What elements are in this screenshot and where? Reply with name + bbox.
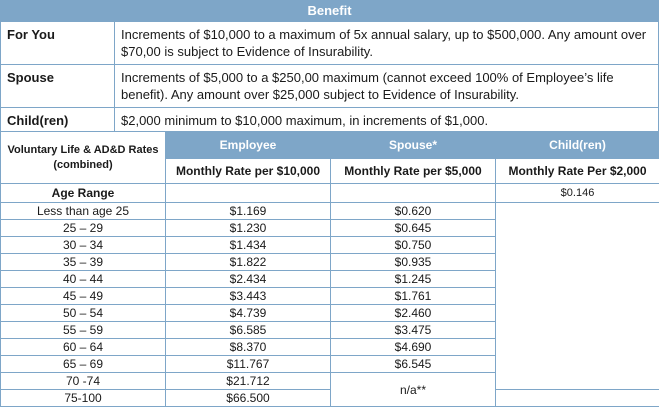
empty-cell xyxy=(331,184,496,203)
table-row xyxy=(1,220,659,237)
rates-corner-label: Voluntary Life & AD&D Rates (combined) xyxy=(1,132,166,184)
table-row xyxy=(1,322,659,339)
spouse-rate: $6.545 xyxy=(331,356,496,373)
employee-rate: $1.169 xyxy=(166,203,331,220)
age-cell: 75-100 xyxy=(1,390,166,407)
table-row xyxy=(1,288,659,305)
spouse-rate: $0.620 xyxy=(331,203,496,220)
age-cell: Less than age 25 xyxy=(1,203,166,220)
age-range-label: Age Range xyxy=(1,184,166,203)
subheader-employee: Monthly Rate per $10,000 xyxy=(166,159,331,184)
table-row xyxy=(1,356,659,373)
age-cell: 30 – 34 xyxy=(1,237,166,254)
subheader-children: Monthly Rate Per $2,000 xyxy=(496,159,659,184)
spouse-rate: $0.750 xyxy=(331,237,496,254)
info-row-spouse xyxy=(1,65,659,108)
benefit-header: Benefit xyxy=(0,0,659,21)
age-cell: 45 – 49 xyxy=(1,288,166,305)
table-row xyxy=(1,271,659,288)
rates-table xyxy=(0,131,659,407)
info-text-children: $2,000 minimum to $10,000 maximum, in increments of $1,000. xyxy=(115,108,659,134)
col-header-spouse: Spouse* xyxy=(331,132,496,159)
employee-rate: $6.585 xyxy=(166,322,331,339)
age-range-header-row xyxy=(1,184,659,203)
rates-column-headers xyxy=(1,132,659,159)
info-label-children: Child(ren) xyxy=(1,108,115,134)
col-header-employee: Employee xyxy=(166,132,331,159)
table-row xyxy=(1,254,659,271)
info-row-children xyxy=(1,108,659,134)
table-row xyxy=(1,203,659,220)
table-row xyxy=(1,339,659,356)
employee-rate: $66.500 xyxy=(166,390,331,407)
spouse-rate: $4.690 xyxy=(331,339,496,356)
employee-rate: $1.230 xyxy=(166,220,331,237)
benefit-info-table xyxy=(0,21,659,134)
age-cell: 60 – 64 xyxy=(1,339,166,356)
age-cell: 40 – 44 xyxy=(1,271,166,288)
spouse-rate: $1.761 xyxy=(331,288,496,305)
table-row xyxy=(1,305,659,322)
employee-rate: $2.434 xyxy=(166,271,331,288)
employee-rate: $21.712 xyxy=(166,373,331,390)
info-text-for-you: Increments of $10,000 to a maximum of 5x annual salary, up to $500,000. Any amount over $70,00 is subject to Evidence of Insurability. xyxy=(115,22,659,65)
empty-cell xyxy=(166,184,331,203)
subheader-spouse: Monthly Rate per $5,000 xyxy=(331,159,496,184)
employee-rate: $8.370 xyxy=(166,339,331,356)
col-header-children: Child(ren) xyxy=(496,132,659,159)
age-cell: 65 – 69 xyxy=(1,356,166,373)
age-cell: 25 – 29 xyxy=(1,220,166,237)
spouse-rate: $1.245 xyxy=(331,271,496,288)
employee-rate: $1.822 xyxy=(166,254,331,271)
age-cell: 55 – 59 xyxy=(1,322,166,339)
spouse-rate: $0.935 xyxy=(331,254,496,271)
info-row-for-you xyxy=(1,22,659,65)
spouse-rate-na: n/a** xyxy=(331,373,496,407)
table-row xyxy=(1,373,659,390)
table-row xyxy=(1,390,659,407)
empty-cell xyxy=(496,390,659,407)
spouse-rate: $0.645 xyxy=(331,220,496,237)
info-text-spouse: Increments of $5,000 to a $250,00 maximum (cannot exceed 100% of Employee’s life benefit). Any amount over $25,000 subject to Evidence of Insurability. xyxy=(115,65,659,108)
info-label-spouse: Spouse xyxy=(1,65,115,108)
age-cell: 70 -74 xyxy=(1,373,166,390)
employee-rate: $3.443 xyxy=(166,288,331,305)
employee-rate: $11.767 xyxy=(166,356,331,373)
age-cell: 50 – 54 xyxy=(1,305,166,322)
spouse-rate: $2.460 xyxy=(331,305,496,322)
table-row xyxy=(1,237,659,254)
info-label-for-you: For You xyxy=(1,22,115,65)
employee-rate: $4.739 xyxy=(166,305,331,322)
age-cell: 35 – 39 xyxy=(1,254,166,271)
spouse-rate: $3.475 xyxy=(331,322,496,339)
employee-rate: $1.434 xyxy=(166,237,331,254)
child-rate: $0.146 xyxy=(496,184,659,203)
